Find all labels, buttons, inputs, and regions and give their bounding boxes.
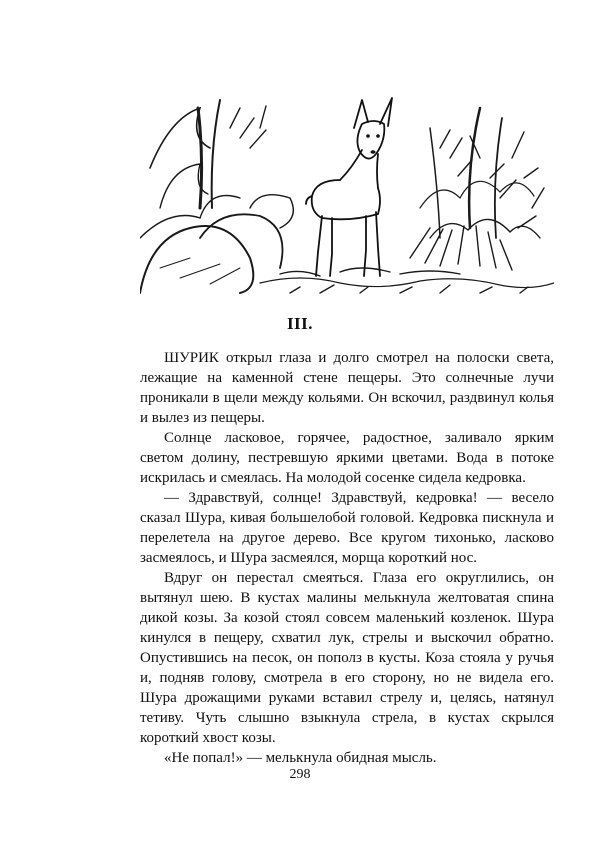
body-text bbox=[140, 348, 554, 768]
chapter-illustration bbox=[140, 88, 554, 294]
paragraph: Вдруг он перестал смеяться. Глаза его округлились, он вытянул шею. В кустах малины мелькнула желтоватая спина дикой козы. За козой стоял совсем маленький козленок. Шура кинулся в пещеру, схватил лук, стрелы и выскочил обратно. Опустившись на песок, он пополз в кусты. Коза стояла у ручья и, подняв голову, смотрела в его сторону, но не видела его. Шура дрожащими руками вставил стрелу и, целясь, натянул тетиву. Чуть слышно взыкнула стрела, в кустах скрылся короткий хвост козы. bbox=[140, 570, 554, 746]
page-number: 298 bbox=[289, 767, 311, 782]
paragraph: Солнце ласковое, горячее, радостное, заливало ярким светом долину, пестревшую яркими цветами. Вода в потоке искрилась и смеялась. На молодой сосенке сидела кедровка. bbox=[140, 430, 554, 486]
paragraph: ШУРИК открыл глаза и долго смотрел на полоски света, лежащие на каменной стене пещеры. Это солнечные лучи проникали в щели между кольями. Он вскочил, раздвинул колья и вылез из пещеры. bbox=[140, 350, 554, 426]
paragraph: — Здравствуй, солнце! Здравствуй, кедровка! — весело сказал Шура, кивая большелобой головой. Кедровка пискнула и перелетела на другое дерево. Все кругом тихонько, ласково засмеялось, и Шура засмеялся, морща короткий нос. bbox=[140, 490, 554, 566]
paragraph: «Не попал!» — мелькнула обидная мысль. bbox=[164, 750, 437, 766]
chapter-heading: III. bbox=[286, 314, 314, 333]
